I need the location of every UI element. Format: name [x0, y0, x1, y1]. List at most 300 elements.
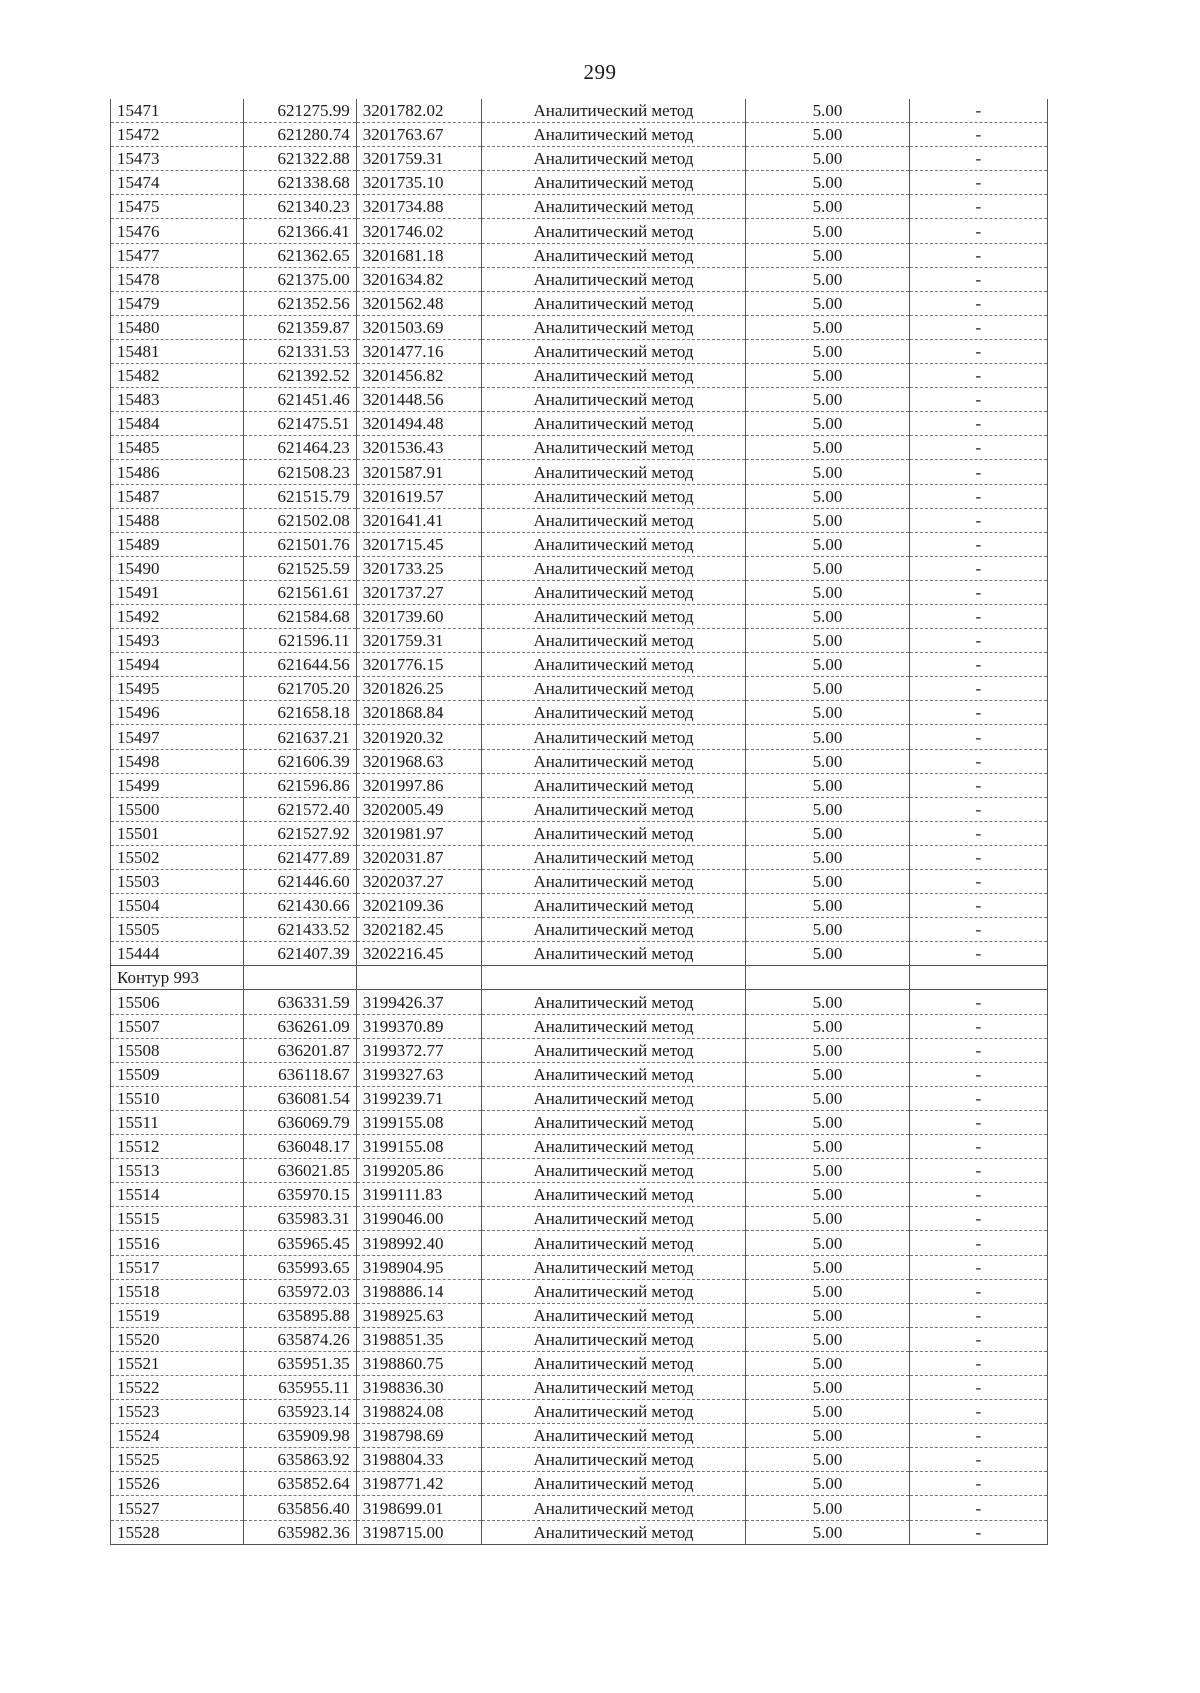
table-row — [111, 219, 1048, 243]
extra-cell: - — [909, 797, 1047, 821]
extra-cell: - — [909, 677, 1047, 701]
method-cell: Аналитический метод — [481, 894, 745, 918]
point-number-cell: 15512 — [111, 1135, 244, 1159]
method-cell: Аналитический метод — [481, 436, 745, 460]
x-coordinate-cell: 636048.17 — [243, 1135, 356, 1159]
y-coordinate-cell: 3201739.60 — [356, 604, 481, 628]
accuracy-cell: 5.00 — [746, 1327, 909, 1351]
method-cell: Аналитический метод — [481, 821, 745, 845]
table-row — [111, 195, 1048, 219]
y-coordinate-cell: 3201782.02 — [356, 99, 481, 123]
y-coordinate-cell: 3201536.43 — [356, 436, 481, 460]
y-coordinate-cell: 3201920.32 — [356, 725, 481, 749]
x-coordinate-cell: 621430.66 — [243, 894, 356, 918]
method-cell: Аналитический метод — [481, 1448, 745, 1472]
y-coordinate-cell: 3202031.87 — [356, 845, 481, 869]
method-cell: Аналитический метод — [481, 990, 745, 1014]
method-cell: Аналитический метод — [481, 1496, 745, 1520]
method-cell: Аналитический метод — [481, 388, 745, 412]
method-cell: Аналитический метод — [481, 1207, 745, 1231]
y-coordinate-cell: 3199239.71 — [356, 1086, 481, 1110]
y-coordinate-cell: 3199327.63 — [356, 1062, 481, 1086]
extra-cell: - — [909, 1207, 1047, 1231]
method-cell: Аналитический метод — [481, 315, 745, 339]
accuracy-cell: 5.00 — [746, 219, 909, 243]
table-row — [111, 123, 1048, 147]
table-row — [111, 1303, 1048, 1327]
point-number-cell: 15474 — [111, 171, 244, 195]
y-coordinate-cell: 3201759.31 — [356, 147, 481, 171]
accuracy-cell: 5.00 — [746, 1448, 909, 1472]
accuracy-cell: 5.00 — [746, 1255, 909, 1279]
point-number-cell: 15497 — [111, 725, 244, 749]
x-coordinate-cell: 635863.92 — [243, 1448, 356, 1472]
method-cell: Аналитический метод — [481, 1062, 745, 1086]
x-coordinate-cell: 621527.92 — [243, 821, 356, 845]
table-row — [111, 460, 1048, 484]
empty-cell — [356, 966, 481, 990]
y-coordinate-cell: 3201737.27 — [356, 580, 481, 604]
x-coordinate-cell: 621475.51 — [243, 412, 356, 436]
point-number-cell: 15488 — [111, 508, 244, 532]
y-coordinate-cell: 3199155.08 — [356, 1135, 481, 1159]
method-cell: Аналитический метод — [481, 243, 745, 267]
extra-cell: - — [909, 436, 1047, 460]
accuracy-cell: 5.00 — [746, 1496, 909, 1520]
y-coordinate-cell: 3202216.45 — [356, 942, 481, 966]
page-number: 299 — [583, 60, 617, 84]
table-row — [111, 99, 1048, 123]
method-cell: Аналитический метод — [481, 219, 745, 243]
table-row — [111, 749, 1048, 773]
accuracy-cell: 5.00 — [746, 1014, 909, 1038]
accuracy-cell: 5.00 — [746, 436, 909, 460]
accuracy-cell: 5.00 — [746, 195, 909, 219]
x-coordinate-cell: 621606.39 — [243, 749, 356, 773]
x-coordinate-cell: 636201.87 — [243, 1038, 356, 1062]
extra-cell: - — [909, 219, 1047, 243]
method-cell: Аналитический метод — [481, 1351, 745, 1375]
method-cell: Аналитический метод — [481, 1014, 745, 1038]
accuracy-cell: 5.00 — [746, 990, 909, 1014]
accuracy-cell: 5.00 — [746, 1038, 909, 1062]
extra-cell: - — [909, 460, 1047, 484]
section-header-row — [111, 966, 1048, 990]
accuracy-cell: 5.00 — [746, 773, 909, 797]
accuracy-cell: 5.00 — [746, 267, 909, 291]
table-row — [111, 629, 1048, 653]
y-coordinate-cell: 3201477.16 — [356, 339, 481, 363]
coordinates-table — [110, 99, 1048, 1545]
point-number-cell: 15501 — [111, 821, 244, 845]
table-row — [111, 1110, 1048, 1134]
method-cell: Аналитический метод — [481, 364, 745, 388]
point-number-cell: 15486 — [111, 460, 244, 484]
extra-cell: - — [909, 1351, 1047, 1375]
y-coordinate-cell: 3199426.37 — [356, 990, 481, 1014]
extra-cell: - — [909, 484, 1047, 508]
method-cell: Аналитический метод — [481, 604, 745, 628]
table-row — [111, 1159, 1048, 1183]
point-number-cell: 15505 — [111, 918, 244, 942]
y-coordinate-cell: 3201641.41 — [356, 508, 481, 532]
extra-cell: - — [909, 725, 1047, 749]
extra-cell: - — [909, 653, 1047, 677]
table-row — [111, 797, 1048, 821]
accuracy-cell: 5.00 — [746, 918, 909, 942]
table-row — [111, 677, 1048, 701]
accuracy-cell: 5.00 — [746, 339, 909, 363]
accuracy-cell: 5.00 — [746, 508, 909, 532]
point-number-cell: 15517 — [111, 1255, 244, 1279]
point-number-cell: 15515 — [111, 1207, 244, 1231]
method-cell: Аналитический метод — [481, 339, 745, 363]
point-number-cell: 15507 — [111, 1014, 244, 1038]
x-coordinate-cell: 621572.40 — [243, 797, 356, 821]
extra-cell: - — [909, 1327, 1047, 1351]
extra-cell: - — [909, 195, 1047, 219]
y-coordinate-cell: 3201746.02 — [356, 219, 481, 243]
x-coordinate-cell: 636069.79 — [243, 1110, 356, 1134]
extra-cell: - — [909, 1375, 1047, 1399]
extra-cell: - — [909, 243, 1047, 267]
point-number-cell: 15473 — [111, 147, 244, 171]
y-coordinate-cell: 3201981.97 — [356, 821, 481, 845]
accuracy-cell: 5.00 — [746, 1086, 909, 1110]
y-coordinate-cell: 3198925.63 — [356, 1303, 481, 1327]
extra-cell: - — [909, 1448, 1047, 1472]
y-coordinate-cell: 3201997.86 — [356, 773, 481, 797]
y-coordinate-cell: 3199370.89 — [356, 1014, 481, 1038]
point-number-cell: 15518 — [111, 1279, 244, 1303]
y-coordinate-cell: 3198992.40 — [356, 1231, 481, 1255]
extra-cell: - — [909, 1496, 1047, 1520]
point-number-cell: 15508 — [111, 1038, 244, 1062]
method-cell: Аналитический метод — [481, 1110, 745, 1134]
x-coordinate-cell: 621392.52 — [243, 364, 356, 388]
point-number-cell: 15509 — [111, 1062, 244, 1086]
point-number-cell: 15481 — [111, 339, 244, 363]
y-coordinate-cell: 3201562.48 — [356, 291, 481, 315]
method-cell: Аналитический метод — [481, 773, 745, 797]
x-coordinate-cell: 621501.76 — [243, 532, 356, 556]
point-number-cell: 15513 — [111, 1159, 244, 1183]
y-coordinate-cell: 3198904.95 — [356, 1255, 481, 1279]
point-number-cell: 15521 — [111, 1351, 244, 1375]
table-row — [111, 1448, 1048, 1472]
x-coordinate-cell: 636261.09 — [243, 1014, 356, 1038]
table-row — [111, 532, 1048, 556]
x-coordinate-cell: 621464.23 — [243, 436, 356, 460]
point-number-cell: 15519 — [111, 1303, 244, 1327]
y-coordinate-cell: 3201494.48 — [356, 412, 481, 436]
table-row — [111, 484, 1048, 508]
method-cell: Аналитический метод — [481, 701, 745, 725]
x-coordinate-cell: 621515.79 — [243, 484, 356, 508]
x-coordinate-cell: 635923.14 — [243, 1400, 356, 1424]
y-coordinate-cell: 3199205.86 — [356, 1159, 481, 1183]
x-coordinate-cell: 621331.53 — [243, 339, 356, 363]
extra-cell: - — [909, 267, 1047, 291]
accuracy-cell: 5.00 — [746, 1135, 909, 1159]
accuracy-cell: 5.00 — [746, 1183, 909, 1207]
y-coordinate-cell: 3201715.45 — [356, 532, 481, 556]
y-coordinate-cell: 3202109.36 — [356, 894, 481, 918]
accuracy-cell: 5.00 — [746, 604, 909, 628]
method-cell: Аналитический метод — [481, 942, 745, 966]
accuracy-cell: 5.00 — [746, 725, 909, 749]
point-number-cell: 15480 — [111, 315, 244, 339]
x-coordinate-cell: 621596.86 — [243, 773, 356, 797]
y-coordinate-cell: 3198715.00 — [356, 1520, 481, 1544]
accuracy-cell: 5.00 — [746, 291, 909, 315]
x-coordinate-cell: 635951.35 — [243, 1351, 356, 1375]
accuracy-cell: 5.00 — [746, 315, 909, 339]
table-row — [111, 701, 1048, 725]
x-coordinate-cell: 635874.26 — [243, 1327, 356, 1351]
x-coordinate-cell: 636331.59 — [243, 990, 356, 1014]
method-cell: Аналитический метод — [481, 1183, 745, 1207]
extra-cell: - — [909, 1110, 1047, 1134]
point-number-cell: 15478 — [111, 267, 244, 291]
method-cell: Аналитический метод — [481, 1520, 745, 1544]
table-row — [111, 580, 1048, 604]
x-coordinate-cell: 635965.45 — [243, 1231, 356, 1255]
point-number-cell: 15524 — [111, 1424, 244, 1448]
point-number-cell: 15506 — [111, 990, 244, 1014]
method-cell: Аналитический метод — [481, 870, 745, 894]
y-coordinate-cell: 3199111.83 — [356, 1183, 481, 1207]
method-cell: Аналитический метод — [481, 484, 745, 508]
table-row — [111, 773, 1048, 797]
point-number-cell: 15490 — [111, 556, 244, 580]
table-row — [111, 1255, 1048, 1279]
point-number-cell: 15511 — [111, 1110, 244, 1134]
accuracy-cell: 5.00 — [746, 484, 909, 508]
x-coordinate-cell: 621362.65 — [243, 243, 356, 267]
y-coordinate-cell: 3198771.42 — [356, 1472, 481, 1496]
extra-cell: - — [909, 845, 1047, 869]
extra-cell: - — [909, 364, 1047, 388]
x-coordinate-cell: 621275.99 — [243, 99, 356, 123]
accuracy-cell: 5.00 — [746, 532, 909, 556]
accuracy-cell: 5.00 — [746, 1303, 909, 1327]
table-section-group — [111, 966, 1048, 990]
extra-cell: - — [909, 1086, 1047, 1110]
method-cell: Аналитический метод — [481, 267, 745, 291]
extra-cell: - — [909, 894, 1047, 918]
table-row — [111, 918, 1048, 942]
extra-cell: - — [909, 604, 1047, 628]
method-cell: Аналитический метод — [481, 629, 745, 653]
method-cell: Аналитический метод — [481, 1327, 745, 1351]
x-coordinate-cell: 621340.23 — [243, 195, 356, 219]
table-row — [111, 1400, 1048, 1424]
accuracy-cell: 5.00 — [746, 797, 909, 821]
point-number-cell: 15503 — [111, 870, 244, 894]
table-row — [111, 1062, 1048, 1086]
y-coordinate-cell: 3198798.69 — [356, 1424, 481, 1448]
point-number-cell: 15491 — [111, 580, 244, 604]
y-coordinate-cell: 3202037.27 — [356, 870, 481, 894]
point-number-cell: 15510 — [111, 1086, 244, 1110]
method-cell: Аналитический метод — [481, 99, 745, 123]
table-row — [111, 1496, 1048, 1520]
extra-cell: - — [909, 1038, 1047, 1062]
x-coordinate-cell: 621658.18 — [243, 701, 356, 725]
point-number-cell: 15498 — [111, 749, 244, 773]
point-number-cell: 15492 — [111, 604, 244, 628]
table-row — [111, 725, 1048, 749]
extra-cell: - — [909, 1183, 1047, 1207]
empty-cell — [481, 966, 745, 990]
method-cell: Аналитический метод — [481, 147, 745, 171]
x-coordinate-cell: 621502.08 — [243, 508, 356, 532]
method-cell: Аналитический метод — [481, 460, 745, 484]
extra-cell: - — [909, 1279, 1047, 1303]
point-number-cell: 15476 — [111, 219, 244, 243]
table-row — [111, 1014, 1048, 1038]
point-number-cell: 15479 — [111, 291, 244, 315]
y-coordinate-cell: 3201456.82 — [356, 364, 481, 388]
extra-cell: - — [909, 532, 1047, 556]
y-coordinate-cell: 3201968.63 — [356, 749, 481, 773]
table-row — [111, 1424, 1048, 1448]
extra-cell: - — [909, 580, 1047, 604]
y-coordinate-cell: 3198699.01 — [356, 1496, 481, 1520]
y-coordinate-cell: 3201734.88 — [356, 195, 481, 219]
method-cell: Аналитический метод — [481, 1255, 745, 1279]
extra-cell: - — [909, 508, 1047, 532]
empty-cell — [909, 966, 1047, 990]
table-row — [111, 291, 1048, 315]
table-row — [111, 1351, 1048, 1375]
table-row — [111, 990, 1048, 1014]
accuracy-cell: 5.00 — [746, 1520, 909, 1544]
table-row — [111, 1183, 1048, 1207]
point-number-cell: 15475 — [111, 195, 244, 219]
table-row — [111, 267, 1048, 291]
extra-cell: - — [909, 749, 1047, 773]
point-number-cell: 15528 — [111, 1520, 244, 1544]
extra-cell: - — [909, 918, 1047, 942]
accuracy-cell: 5.00 — [746, 99, 909, 123]
point-number-cell: 15477 — [111, 243, 244, 267]
accuracy-cell: 5.00 — [746, 1472, 909, 1496]
y-coordinate-cell: 3199046.00 — [356, 1207, 481, 1231]
y-coordinate-cell: 3201587.91 — [356, 460, 481, 484]
accuracy-cell: 5.00 — [746, 243, 909, 267]
accuracy-cell: 5.00 — [746, 653, 909, 677]
x-coordinate-cell: 621561.61 — [243, 580, 356, 604]
accuracy-cell: 5.00 — [746, 1207, 909, 1231]
accuracy-cell: 5.00 — [746, 821, 909, 845]
accuracy-cell: 5.00 — [746, 1351, 909, 1375]
y-coordinate-cell: 3199155.08 — [356, 1110, 481, 1134]
x-coordinate-cell: 635983.31 — [243, 1207, 356, 1231]
accuracy-cell: 5.00 — [746, 701, 909, 725]
x-coordinate-cell: 621705.20 — [243, 677, 356, 701]
table-row — [111, 1520, 1048, 1544]
table-row — [111, 942, 1048, 966]
extra-cell: - — [909, 990, 1047, 1014]
x-coordinate-cell: 621508.23 — [243, 460, 356, 484]
table-row — [111, 653, 1048, 677]
method-cell: Аналитический метод — [481, 1231, 745, 1255]
point-number-cell: 15487 — [111, 484, 244, 508]
method-cell: Аналитический метод — [481, 1303, 745, 1327]
method-cell: Аналитический метод — [481, 725, 745, 749]
extra-cell: - — [909, 99, 1047, 123]
accuracy-cell: 5.00 — [746, 1231, 909, 1255]
extra-cell: - — [909, 147, 1047, 171]
extra-cell: - — [909, 1014, 1047, 1038]
method-cell: Аналитический метод — [481, 1086, 745, 1110]
x-coordinate-cell: 621280.74 — [243, 123, 356, 147]
x-coordinate-cell: 635852.64 — [243, 1472, 356, 1496]
extra-cell: - — [909, 556, 1047, 580]
y-coordinate-cell: 3198886.14 — [356, 1279, 481, 1303]
accuracy-cell: 5.00 — [746, 894, 909, 918]
table-row — [111, 243, 1048, 267]
extra-cell: - — [909, 388, 1047, 412]
table-row — [111, 1375, 1048, 1399]
point-number-cell: 15444 — [111, 942, 244, 966]
point-number-cell: 15484 — [111, 412, 244, 436]
point-number-cell: 15526 — [111, 1472, 244, 1496]
accuracy-cell: 5.00 — [746, 845, 909, 869]
method-cell: Аналитический метод — [481, 1424, 745, 1448]
x-coordinate-cell: 621375.00 — [243, 267, 356, 291]
y-coordinate-cell: 3199372.77 — [356, 1038, 481, 1062]
point-number-cell: 15504 — [111, 894, 244, 918]
y-coordinate-cell: 3202182.45 — [356, 918, 481, 942]
y-coordinate-cell: 3201868.84 — [356, 701, 481, 725]
y-coordinate-cell: 3201681.18 — [356, 243, 481, 267]
accuracy-cell: 5.00 — [746, 1062, 909, 1086]
method-cell: Аналитический метод — [481, 195, 745, 219]
point-number-cell: 15522 — [111, 1375, 244, 1399]
x-coordinate-cell: 621322.88 — [243, 147, 356, 171]
y-coordinate-cell: 3201735.10 — [356, 171, 481, 195]
extra-cell: - — [909, 1520, 1047, 1544]
method-cell: Аналитический метод — [481, 1135, 745, 1159]
empty-cell — [243, 966, 356, 990]
y-coordinate-cell: 3198824.08 — [356, 1400, 481, 1424]
method-cell: Аналитический метод — [481, 1279, 745, 1303]
accuracy-cell: 5.00 — [746, 870, 909, 894]
x-coordinate-cell: 621451.46 — [243, 388, 356, 412]
x-coordinate-cell: 621359.87 — [243, 315, 356, 339]
x-coordinate-cell: 621366.41 — [243, 219, 356, 243]
method-cell: Аналитический метод — [481, 291, 745, 315]
point-number-cell: 15516 — [111, 1231, 244, 1255]
extra-cell: - — [909, 1231, 1047, 1255]
method-cell: Аналитический метод — [481, 1472, 745, 1496]
accuracy-cell: 5.00 — [746, 412, 909, 436]
method-cell: Аналитический метод — [481, 1400, 745, 1424]
y-coordinate-cell: 3198804.33 — [356, 1448, 481, 1472]
x-coordinate-cell: 621525.59 — [243, 556, 356, 580]
table-row — [111, 556, 1048, 580]
method-cell: Аналитический метод — [481, 171, 745, 195]
method-cell: Аналитический метод — [481, 1375, 745, 1399]
table-row — [111, 364, 1048, 388]
extra-cell: - — [909, 1255, 1047, 1279]
point-number-cell: 15523 — [111, 1400, 244, 1424]
x-coordinate-cell: 635993.65 — [243, 1255, 356, 1279]
extra-cell: - — [909, 1135, 1047, 1159]
